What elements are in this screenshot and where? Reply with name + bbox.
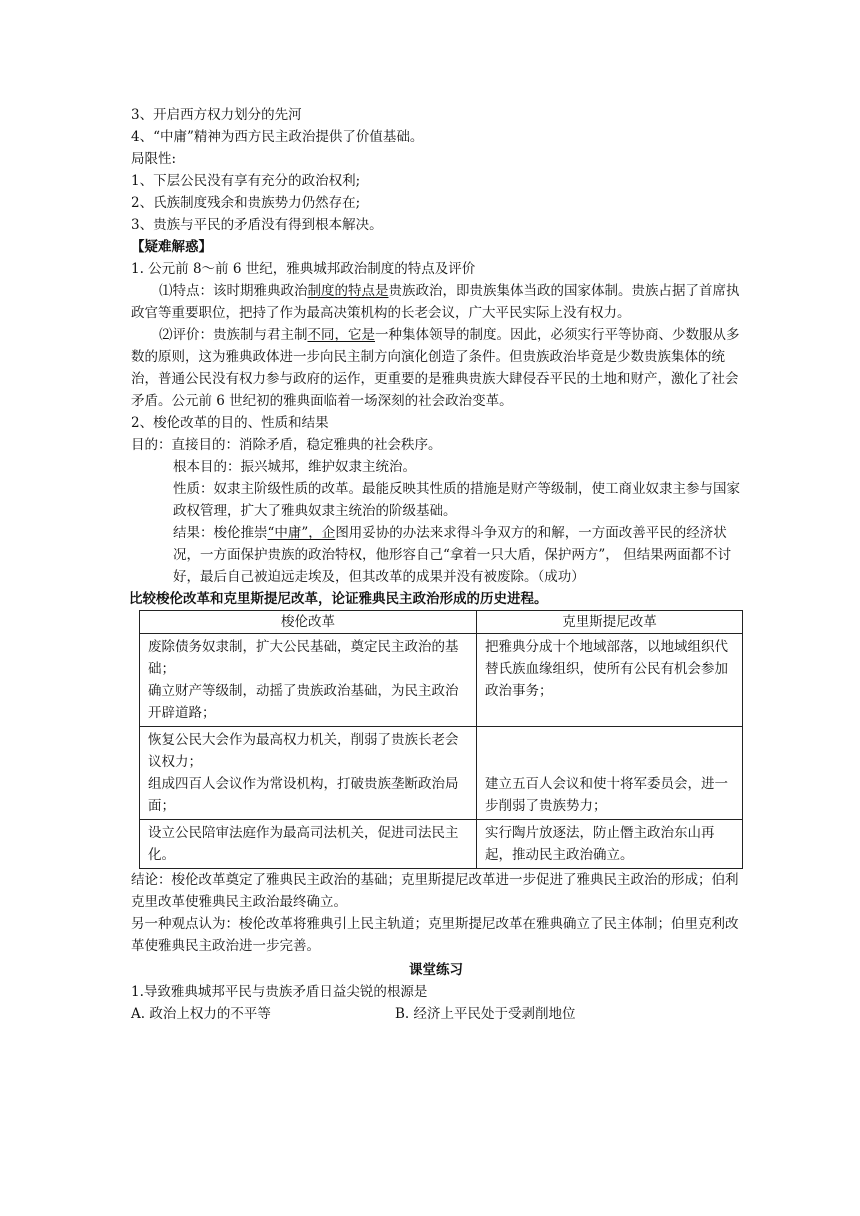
q2-title: 2、梭伦改革的目的、性质和结果 bbox=[131, 415, 329, 431]
intro-item: 4、“中庸”精神为西方民主政治提供了价值基础。 bbox=[131, 129, 424, 145]
q2-purpose-root: 根本目的：振兴城邦，维护奴隶主统治。 bbox=[173, 459, 416, 475]
intro-item: 3、开启西方权力划分的先河 bbox=[131, 107, 302, 123]
q1-evaluation-text-b: 一种集体领导的制度。因此，必须实行平等协商、少数服从多数的原则，这为雅典政体进一步向民主制方向演化创造了条件。但贵族政治毕竟是少数贵族集体的统治，普通公民没有权力参与政府的运作，更重要的是雅典贵族大肆侵吞平民的土地和财产，激化了社会矛盾。公元前 6 世纪初的雅典面临着一场深刻的社会政治变革。 bbox=[131, 327, 740, 409]
q1-evaluation-text-a: ⑵评价：贵族制与君主制 bbox=[159, 327, 308, 343]
cell-line: 建立五百人会议和使十将军委员会，进一步削弱了贵族势力； bbox=[485, 776, 728, 814]
table-header-solon: 梭伦改革 bbox=[140, 611, 477, 634]
q1-features-text-a: ⑴特点：该时期雅典政治 bbox=[159, 283, 308, 299]
doubts-heading: 【疑难解惑】 bbox=[131, 239, 212, 255]
cell-line: 确立财产等级制，动摇了贵族政治基础，为民主政治开辟道路； bbox=[148, 683, 459, 721]
q2-result-text-a: 结果：梭伦推崇 bbox=[173, 525, 268, 541]
option-a[interactable]: A. 政治上权力的不平等 bbox=[131, 1006, 271, 1022]
table-row bbox=[140, 634, 743, 727]
cell-line: 设立公民陪审法庭作为最高司法机关，促进司法民主化。 bbox=[148, 825, 459, 863]
table-cell-cleisthenes bbox=[477, 727, 743, 820]
table-cell-solon bbox=[140, 727, 477, 820]
option-b[interactable]: B. 经济上平民处于受剥削地位 bbox=[395, 1006, 576, 1022]
document-body bbox=[131, 104, 741, 1025]
intro-item: 2、氏族制度残余和贵族势力仍然存在; bbox=[131, 195, 361, 211]
q1-features-text-b: 贵族政治，即贵族集体当政的国家体制。贵族占据了首席执政官等重要职位，把持了作为最高决策机构的长老会议，广大平民实际上没有权力。 bbox=[131, 283, 740, 321]
q1-features-paragraph bbox=[131, 280, 741, 324]
conclusion: 结论：梭伦改革奠定了雅典民主政治的基础；克里斯提尼改革进一步促进了雅典民主政治的形成；伯利克里改革使雅典民主政治最终确立。 bbox=[131, 872, 739, 910]
intro-item: 3、贵族与平民的矛盾没有得到根本解决。 bbox=[131, 217, 383, 233]
table-cell-cleisthenes bbox=[477, 820, 743, 869]
practice-options bbox=[131, 1003, 741, 1025]
cell-line: 废除债务奴隶制，扩大公民基础，奠定民主政治的基础； bbox=[148, 639, 459, 677]
practice-question-1: 1.导致雅典城邦平民与贵族矛盾日益尖锐的根源是 bbox=[131, 984, 428, 1000]
q1-evaluation-paragraph bbox=[131, 324, 741, 412]
table-row bbox=[140, 727, 743, 820]
practice-title: 课堂练习 bbox=[409, 962, 463, 978]
q1-evaluation-underline: 不同，它是 bbox=[307, 327, 375, 343]
comparison-table bbox=[139, 610, 743, 869]
table-header-row bbox=[140, 611, 743, 634]
table-cell-cleisthenes bbox=[477, 634, 743, 727]
q2-result-text-b: 图用妥协的办法来求得斗争双方的和解，一方面改善平民的经济状况，一方面保护贵族的政治特权，他形容自己“拿着一只大盾，保护两方”， 但结果两面都不讨好，最后自己被迫远走埃及，但其改革的成果并没有被废除。（成功） bbox=[173, 525, 732, 585]
q1-title: 1. 公元前 8～前 6 世纪，雅典城邦政治制度的特点及评价 bbox=[131, 261, 476, 277]
cell-line: 恢复公民大会作为最高权力机关，削弱了贵族长老会议权力； bbox=[148, 732, 459, 770]
alternative-view: 另一种观点认为：梭伦改革将雅典引上民主轨道；克里斯提尼改革在雅典确立了民主体制；伯里克利改革使雅典民主政治进一步完善。 bbox=[131, 916, 739, 954]
table-row bbox=[140, 820, 743, 869]
q2-result bbox=[131, 522, 741, 588]
cell-line: 组成四百人会议作为常设机构，打破贵族垄断政治局面； bbox=[148, 776, 459, 814]
q2-nature: 性质：奴隶主阶级性质的改革。最能反映其性质的措施是财产等级制，使工商业奴隶主参与国家政权管理，扩大了雅典奴隶主统治的阶级基础。 bbox=[173, 481, 740, 519]
q1-features-underline: 制度的特点是 bbox=[307, 283, 389, 299]
cell-line: 把雅典分成十个地域部落，以地域组织代替氏族血缘组织，使所有公民有机会参加政治事务； bbox=[485, 639, 728, 699]
q2-result-underline: “中庸”，企 bbox=[267, 525, 336, 541]
intro-item: 1、下层公民没有享有充分的政治权利; bbox=[131, 173, 361, 189]
intro-item: 局限性: bbox=[131, 151, 177, 167]
cell-line: 实行陶片放逐法，防止僭主政治东山再起，推动民主政治确立。 bbox=[485, 825, 715, 863]
table-header-cleisthenes: 克里斯提尼改革 bbox=[477, 611, 743, 634]
q2-purpose-direct: 目的：直接目的：消除矛盾，稳定雅典的社会秩序。 bbox=[131, 437, 442, 453]
table-cell-solon bbox=[140, 820, 477, 869]
compare-title: 比较梭伦改革和克里斯提尼改革，论证雅典民主政治形成的历史进程。 bbox=[129, 591, 548, 607]
table-cell-solon bbox=[140, 634, 477, 727]
